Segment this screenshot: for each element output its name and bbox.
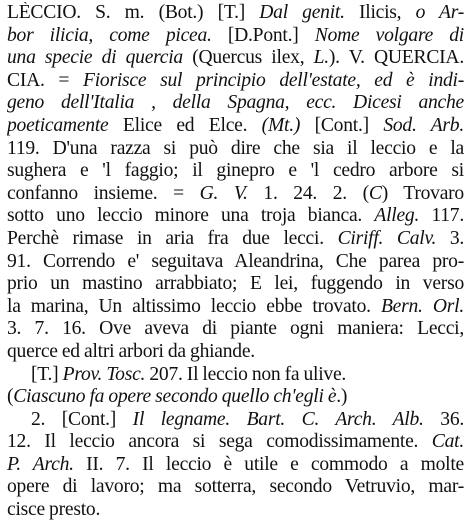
entry-text-run: 3. — [436, 227, 464, 249]
entry-text-run: (Quercus ilex, — [182, 47, 314, 69]
entry-line — [7, 70, 464, 93]
entry-text-run: sughera e 'l faggio; il ginepro e 'l cedro arbore si — [7, 160, 464, 182]
entry-text-run: geno dell'Italia , della Spagna, ecc. Dicesi anche — [7, 92, 464, 114]
entry-text-run: Ilicis, — [344, 2, 416, 23]
entry-text-run: 119. D'una razza si può dire che sia il leccio e la — [7, 137, 464, 159]
entry-text-run: ( — [7, 386, 14, 408]
entry-text-run: poeticamente — [7, 114, 109, 136]
entry-line — [7, 160, 464, 183]
entry-text-run: [D.Pont.] — [211, 24, 315, 46]
entry-line — [7, 205, 464, 228]
entry-text-run: C — [368, 182, 382, 204]
entry-text-run: Cat. — [431, 431, 464, 453]
entry-line — [7, 476, 464, 499]
entry-text-run: Perchè rimase in aria fra due lecci. — [7, 227, 338, 249]
entry-text-run: II. 7. Il leccio è utile e commodo a molte — [73, 453, 464, 475]
entry-text-run: .) — [336, 386, 348, 408]
entry-text-run: Fiorisce sul principio dell'estate, ed è indi- — [83, 69, 464, 91]
entry-text-run: [Cont.] — [300, 114, 384, 136]
entry-line — [7, 364, 464, 387]
entry-text-run: G. V. — [199, 182, 248, 204]
entry-text-run: bor ilicia, come picea. — [7, 24, 212, 46]
entry-text-run: (Mt.) — [261, 114, 301, 136]
entry-text-run: Sod. Arb. — [383, 114, 464, 136]
entry-text-run: Ciascuno fa opere secondo quello ch'egli è — [13, 386, 337, 408]
entry-line — [7, 115, 464, 138]
entry-text-run: [T.] — [31, 363, 63, 385]
entry-text-run: una specie di quercia — [7, 47, 183, 69]
entry-line — [7, 25, 464, 48]
entry-text-run: 207. Il leccio non fa ulive. — [145, 363, 347, 385]
entry-line — [7, 183, 464, 206]
entry-text-run: ). V. QUERCIA. — [328, 47, 464, 69]
entry-text-run: 12. Il leccio ancora si sega comodissimamente. — [7, 431, 432, 453]
entry-text-run: la marina, Un altissimo leccio ebbe trovato. — [7, 295, 381, 317]
entry-text-run: o Ar- — [415, 2, 464, 23]
entry-line — [7, 228, 464, 251]
entry-text-run: Alleg. — [374, 205, 420, 227]
entry-text-run: Elice ed Elce. — [108, 114, 262, 136]
entry-line — [7, 92, 464, 115]
entry-text-run: LÈCCIO. S. m. (Bot.) [T.] — [7, 2, 260, 23]
entry-text-run: Ciriff. Calv. — [337, 227, 437, 249]
entry-text-run: sotto uno leccio minore una troja bianca. — [7, 205, 375, 227]
entry-text-run: P. Arch. — [7, 453, 74, 475]
entry-line — [7, 431, 464, 454]
entry-line — [7, 138, 464, 161]
entry-line — [7, 499, 464, 522]
entry-text-run: ) Trovaro — [381, 182, 464, 204]
entry-line — [7, 341, 464, 364]
entry-line — [7, 409, 464, 432]
entry-text-run: Prov. Tosc. — [62, 363, 146, 385]
entry-line — [7, 273, 464, 296]
entry-text-run: L. — [313, 47, 329, 69]
entry-text-run: cisce presto. — [7, 499, 101, 521]
entry-text-run: Dal genit. — [259, 2, 345, 23]
entry-line — [7, 251, 464, 274]
entry-text-run: Bern. Orl. — [380, 295, 464, 317]
entry-text-run: 117. — [419, 205, 464, 227]
entry-text-run: CIA. = — [7, 69, 83, 91]
entry-text-run: 91. Correndo e' seguitava Aleandrina, Che parea pro- — [7, 250, 464, 272]
entry-text-run: 36. — [423, 408, 464, 430]
entry-text-run: querce ed altri arbori da ghiande. — [7, 340, 255, 362]
entry-text-run: Il legname. Bart. C. Arch. Alb. — [132, 408, 424, 430]
entry-line — [7, 2, 464, 25]
dictionary-entry-leccio — [7, 2, 464, 522]
entry-line — [7, 296, 464, 319]
entry-text-run: Nome volgare di — [314, 24, 464, 46]
entry-line — [7, 454, 464, 477]
entry-text-run: prio un mastino arrabbiato; E lei, fuggendo in verso — [7, 273, 464, 295]
entry-text-run: 1. 24. 2. ( — [247, 182, 369, 204]
entry-text-run: 3. 7. 16. Ove aveva di piante ogni maniera: Lecci, — [7, 318, 464, 340]
entry-text-run: opere di lavoro; ma sotterra, secondo Vetruvio, mar- — [7, 476, 464, 498]
entry-line — [7, 318, 464, 341]
entry-text-run: confanno insieme. = — [7, 182, 200, 204]
entry-line — [7, 386, 464, 409]
entry-line — [7, 47, 464, 70]
entry-text-run: 2. [Cont.] — [31, 408, 133, 430]
